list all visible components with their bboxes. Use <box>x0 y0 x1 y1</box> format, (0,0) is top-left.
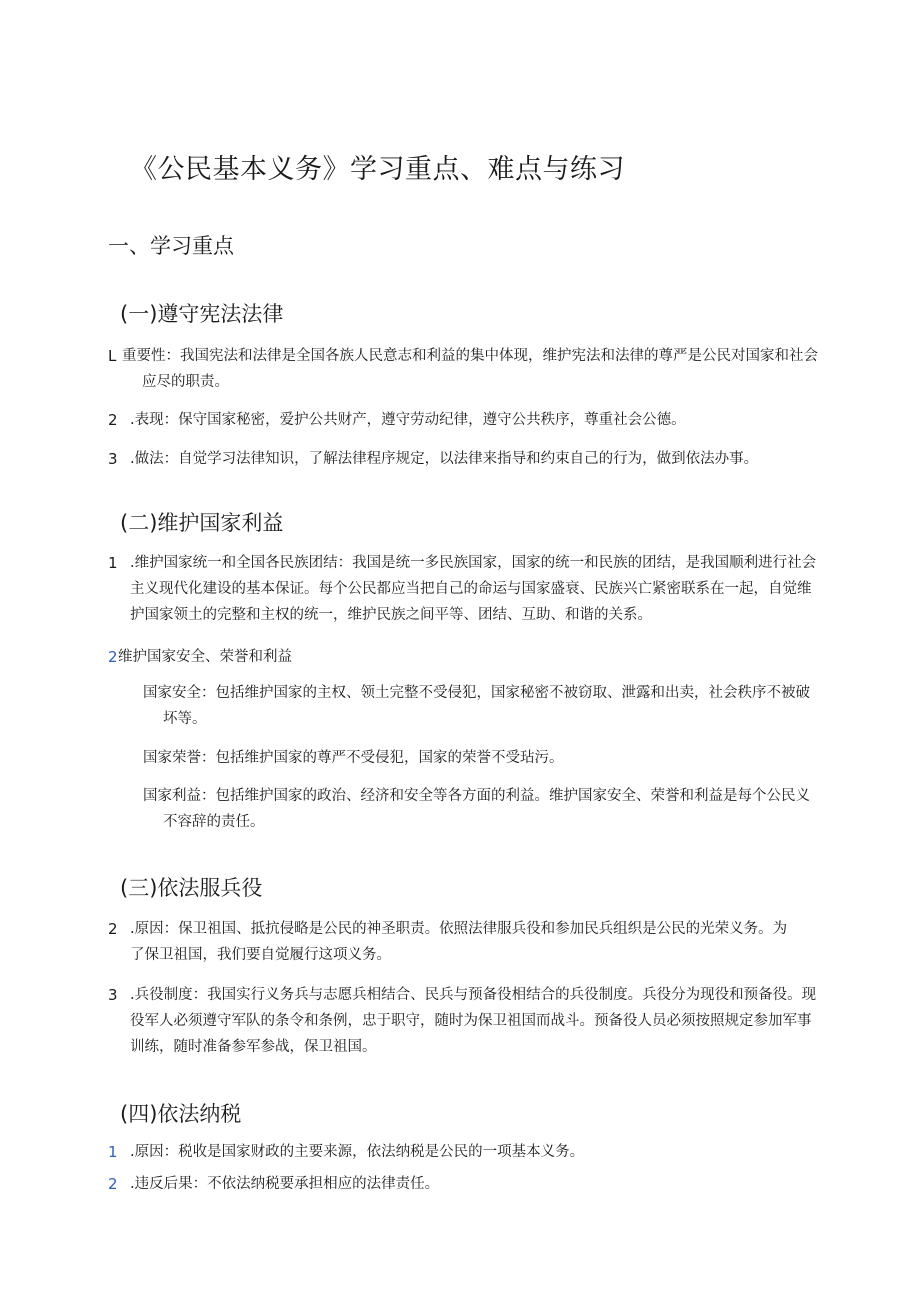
list-item <box>108 916 798 968</box>
list-item <box>108 343 818 395</box>
list-item <box>143 680 815 732</box>
subsection-heading-military-service: (三)依法服兵役 <box>120 876 263 900</box>
subsection-heading-national-interest: (二)维护国家利益 <box>120 511 284 535</box>
subsection-heading-taxation: (四)依法纳税 <box>120 1102 242 1126</box>
item-text: 国家利益：包括维护国家的政治、经济和安全等各方面的利益。维护国家安全、荣誉和利益是每个公民义不容辞的责任。 <box>143 788 810 830</box>
list-item <box>108 644 818 670</box>
document-title: 《公民基本义务》学习重点、难点与练习 <box>130 154 625 185</box>
item-number: 1 <box>108 554 118 572</box>
item-text: 国家荣誉：包括维护国家的尊严不受侵犯，国家的荣誉不受玷污。 <box>143 750 564 766</box>
item-number: 2 <box>108 411 118 429</box>
item-text: .原因：保卫祖国、抵抗侵略是公民的神圣职责。依照法律服兵役和参加民兵组织是公民的光荣义务。为了保卫祖国，我们要自觉履行这项义务。 <box>130 921 788 963</box>
item-text: .表现：保守国家秘密，爱护公共财产，遵守劳动纪律，遵守公共秩序，尊重社会公德。 <box>130 412 686 428</box>
list-item <box>108 1171 818 1197</box>
list-item <box>108 407 818 433</box>
item-number: 3 <box>108 986 118 1004</box>
item-text: 国家安全：包括维护国家的主权、领土完整不受侵犯，国家秘密不被窃取、泄露和出卖，社会秩序不被破坏等。 <box>143 685 810 727</box>
item-number: 2 <box>108 920 118 938</box>
item-text: .兵役制度：我国实行义务兵与志愿兵相结合、民兵与预备役相结合的兵役制度。兵役分为现役和预备役。现役军人必须遵守军队的条令和条例，忠于职守，随时为保卫祖国而战斗。预备役人员必须按照规定参加军事训练，随时准备参军参战，保卫祖国。 <box>130 987 817 1055</box>
list-item <box>143 745 815 771</box>
item-number: 2 <box>108 648 118 666</box>
list-item <box>108 550 818 628</box>
item-text: .维护国家统一和全国各民族团结：我国是统一多民族国家，国家的统一和民族的团结，是我国顺利进行社会主义现代化建设的基本保证。每个公民都应当把自己的命运与国家盛衰、民族兴亡紧密联系在一起，自觉维护国家领土的完整和主权的统一，维护民族之间平等、团结、互助、和谐的关系。 <box>130 555 817 623</box>
item-number: 1 <box>108 1143 118 1161</box>
item-number: 2 <box>108 1175 118 1193</box>
item-text: .原因：税收是国家财政的主要来源，依法纳税是公民的一项基本义务。 <box>130 1144 585 1160</box>
section-heading-study-focus: 一、学习重点 <box>108 234 234 258</box>
item-text: 重要性：我国宪法和法律是全国各族人民意志和利益的集中体现，维护宪法和法律的尊严是公民对国家和社会应尽的职责。 <box>122 348 818 390</box>
subsection-heading-constitution: (一)遵守宪法法律 <box>120 302 284 326</box>
list-item <box>108 446 818 472</box>
item-number: 3 <box>108 450 118 468</box>
item-text: 维护国家安全、荣誉和利益 <box>118 649 292 665</box>
item-text: .做法：自觉学习法律知识，了解法律程序规定，以法律来指导和约束自己的行为，做到依法办事。 <box>130 451 759 467</box>
item-number: L <box>108 347 117 365</box>
list-item <box>108 982 818 1060</box>
list-item <box>108 1139 818 1165</box>
list-item <box>143 783 815 835</box>
item-text: .违反后果：不依法纳税要承担相应的法律责任。 <box>130 1176 440 1192</box>
